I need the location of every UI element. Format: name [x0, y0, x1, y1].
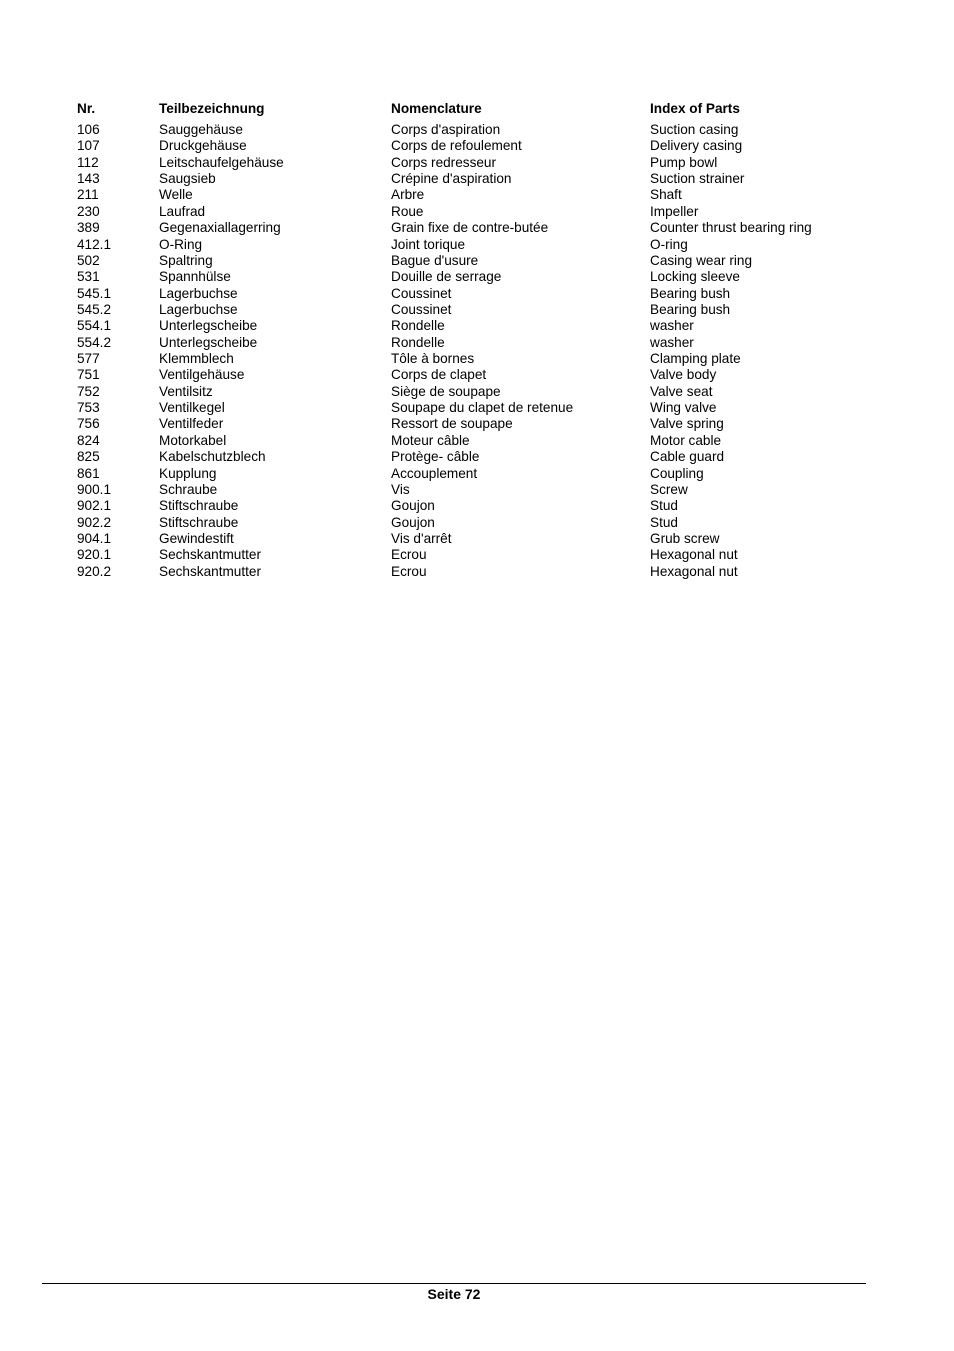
part-name-english: Valve spring — [650, 416, 724, 432]
part-name-english: Wing valve — [650, 400, 717, 416]
part-number: 756 — [77, 416, 100, 432]
part-name-english: Grub screw — [650, 530, 720, 546]
part-number: 230 — [77, 203, 100, 219]
part-name-english: Valve body — [650, 367, 717, 383]
part-name-english: Cable guard — [650, 449, 725, 465]
part-number: 920.2 — [77, 563, 112, 579]
part-name-german: Sechskantmutter — [159, 563, 261, 579]
part-name-french: Vis d'arrêt — [391, 530, 452, 546]
part-number: 900.1 — [77, 481, 112, 497]
parts-table — [77, 99, 877, 580]
part-name-english: Coupling — [650, 465, 704, 481]
part-number: 902.2 — [77, 514, 112, 530]
part-number: 502 — [77, 252, 100, 268]
part-name-german: Spannhülse — [159, 269, 231, 285]
table-row — [77, 482, 877, 498]
part-name-english: Stud — [650, 514, 678, 530]
part-number: 211 — [77, 187, 99, 203]
table-row — [77, 498, 877, 514]
part-number: 545.1 — [77, 285, 112, 301]
part-number: 824 — [77, 432, 100, 448]
part-name-french: Vis — [391, 481, 410, 497]
part-name-english: Locking sleeve — [650, 269, 740, 285]
part-name-german: O-Ring — [159, 236, 203, 252]
part-name-german: Gewindestift — [159, 530, 234, 546]
part-name-french: Roue — [391, 203, 424, 219]
part-name-german: Sauggehäuse — [159, 122, 243, 137]
part-name-french: Grain fixe de contre-butée — [391, 220, 549, 236]
table-row — [77, 204, 877, 220]
part-name-german: Spaltring — [159, 252, 213, 268]
part-name-french: Siège de soupape — [391, 383, 501, 399]
part-number: 902.1 — [77, 498, 112, 514]
table-row — [77, 171, 877, 187]
part-name-german: Saugsieb — [159, 171, 216, 187]
part-name-german: Motorkabel — [159, 432, 227, 448]
part-name-english: Hexagonal nut — [650, 547, 738, 563]
table-row — [77, 400, 877, 416]
part-name-french: Ressort de soupape — [391, 416, 513, 432]
part-name-french: Crépine d'aspiration — [391, 171, 512, 187]
part-name-english: Suction strainer — [650, 171, 745, 187]
table-row — [77, 449, 877, 465]
table-body — [77, 122, 877, 580]
part-name-french: Douille de serrage — [391, 269, 502, 285]
part-name-french: Corps redresseur — [391, 154, 497, 170]
part-name-french: Rondelle — [391, 334, 445, 350]
table-row — [77, 367, 877, 383]
part-name-french: Corps d'aspiration — [391, 122, 501, 137]
table-row — [77, 466, 877, 482]
part-name-french: Ecrou — [391, 547, 427, 563]
table-row — [77, 253, 877, 269]
part-number: 577 — [77, 351, 100, 367]
part-name-german: Kupplung — [159, 465, 217, 481]
table-row — [77, 384, 877, 400]
part-number: 389 — [77, 220, 100, 236]
part-name-english: Shaft — [650, 187, 682, 203]
part-name-english: Counter thrust bearing ring — [650, 220, 812, 236]
table-row — [77, 286, 877, 302]
part-name-english: Impeller — [650, 203, 699, 219]
header-nr: Nr. — [77, 101, 96, 116]
part-name-german: Leitschaufelgehäuse — [159, 154, 284, 170]
part-name-french: Ecrou — [391, 563, 427, 579]
part-name-english: Pump bowl — [650, 154, 718, 170]
part-number: 825 — [77, 449, 100, 465]
part-name-german: Stiftschraube — [159, 514, 239, 530]
part-number: 107 — [77, 138, 100, 154]
table-row — [77, 351, 877, 367]
part-name-french: Arbre — [391, 187, 425, 203]
part-name-english: Screw — [650, 481, 688, 497]
part-name-german: Lagerbuchse — [159, 285, 238, 301]
part-name-german: Schraube — [159, 481, 218, 497]
part-name-english: washer — [650, 318, 694, 334]
part-number: 904.1 — [77, 530, 112, 546]
part-name-german: Ventilkegel — [159, 400, 225, 416]
part-name-french: Soupape du clapet de retenue — [391, 400, 574, 416]
table-row — [77, 269, 877, 285]
part-name-french: Bague d'usure — [391, 252, 479, 268]
part-name-german: Ventilfeder — [159, 416, 224, 432]
part-number: 920.1 — [77, 547, 112, 563]
header-nomenclature: Nomenclature — [391, 101, 482, 116]
table-row — [77, 433, 877, 449]
table-row — [77, 335, 877, 351]
part-name-german: Kabelschutzblech — [159, 449, 266, 465]
part-name-english: Hexagonal nut — [650, 563, 738, 579]
part-name-english: Delivery casing — [650, 138, 743, 154]
part-number: 752 — [77, 383, 100, 399]
part-name-french: Moteur câble — [391, 432, 470, 448]
part-name-french: Coussinet — [391, 301, 452, 317]
part-name-german: Welle — [159, 187, 193, 203]
part-name-french: Corps de clapet — [391, 367, 487, 383]
table-row — [77, 187, 877, 203]
part-name-english: washer — [650, 334, 694, 350]
part-name-english: Valve seat — [650, 383, 713, 399]
part-name-german: Gegenaxiallagerring — [159, 220, 281, 236]
part-name-german: Ventilsitz — [159, 383, 213, 399]
part-name-french: Tôle à bornes — [391, 351, 475, 367]
table-row — [77, 564, 877, 580]
part-name-german: Ventilgehäuse — [159, 367, 245, 383]
part-name-german: Laufrad — [159, 203, 206, 219]
part-name-german: Unterlegscheibe — [159, 318, 258, 334]
part-name-french: Protège- câble — [391, 449, 480, 465]
part-name-english: Bearing bush — [650, 285, 731, 301]
part-name-german: Lagerbuchse — [159, 301, 238, 317]
part-name-english: Motor cable — [650, 432, 722, 448]
table-row — [77, 531, 877, 547]
header-teilbezeichnung: Teilbezeichnung — [159, 101, 265, 116]
part-number: 106 — [77, 122, 100, 137]
part-name-german: Sechskantmutter — [159, 547, 261, 563]
part-name-french: Goujon — [391, 514, 435, 530]
part-name-english: Clamping plate — [650, 351, 741, 367]
part-name-german: Unterlegscheibe — [159, 334, 258, 350]
table-row — [77, 220, 877, 236]
table-row — [77, 416, 877, 432]
table-row — [77, 547, 877, 563]
part-name-english: Casing wear ring — [650, 252, 752, 268]
table-row — [77, 138, 877, 154]
part-number: 751 — [77, 367, 100, 383]
part-number: 554.2 — [77, 334, 112, 350]
part-name-french: Joint torique — [391, 236, 466, 252]
table-row — [77, 122, 877, 138]
part-name-french: Rondelle — [391, 318, 445, 334]
part-name-english: Suction casing — [650, 122, 739, 137]
part-name-french: Goujon — [391, 498, 435, 514]
part-number: 143 — [77, 171, 100, 187]
part-name-german: Druckgehäuse — [159, 138, 247, 154]
part-number: 753 — [77, 400, 100, 416]
footer-divider — [42, 1283, 866, 1284]
part-number: 554.1 — [77, 318, 112, 334]
part-name-french: Coussinet — [391, 285, 452, 301]
part-number: 412.1 — [77, 236, 112, 252]
part-name-french: Corps de refoulement — [391, 138, 522, 154]
table-row — [77, 302, 877, 318]
part-name-english: Bearing bush — [650, 301, 731, 317]
page-number: Seite 72 — [427, 1286, 481, 1302]
part-name-german: Stiftschraube — [159, 498, 239, 514]
part-number: 861 — [77, 465, 100, 481]
header-index-of-parts: Index of Parts — [650, 101, 740, 116]
table-row — [77, 237, 877, 253]
part-number: 545.2 — [77, 301, 112, 317]
table-row — [77, 318, 877, 334]
part-name-german: Klemmblech — [159, 351, 234, 367]
part-number: 112 — [77, 154, 99, 170]
part-name-english: Stud — [650, 498, 678, 514]
table-header — [77, 99, 877, 118]
table-row — [77, 155, 877, 171]
table-row — [77, 515, 877, 531]
part-name-english: O-ring — [650, 236, 688, 252]
part-name-french: Accouplement — [391, 465, 478, 481]
part-number: 531 — [77, 269, 100, 285]
